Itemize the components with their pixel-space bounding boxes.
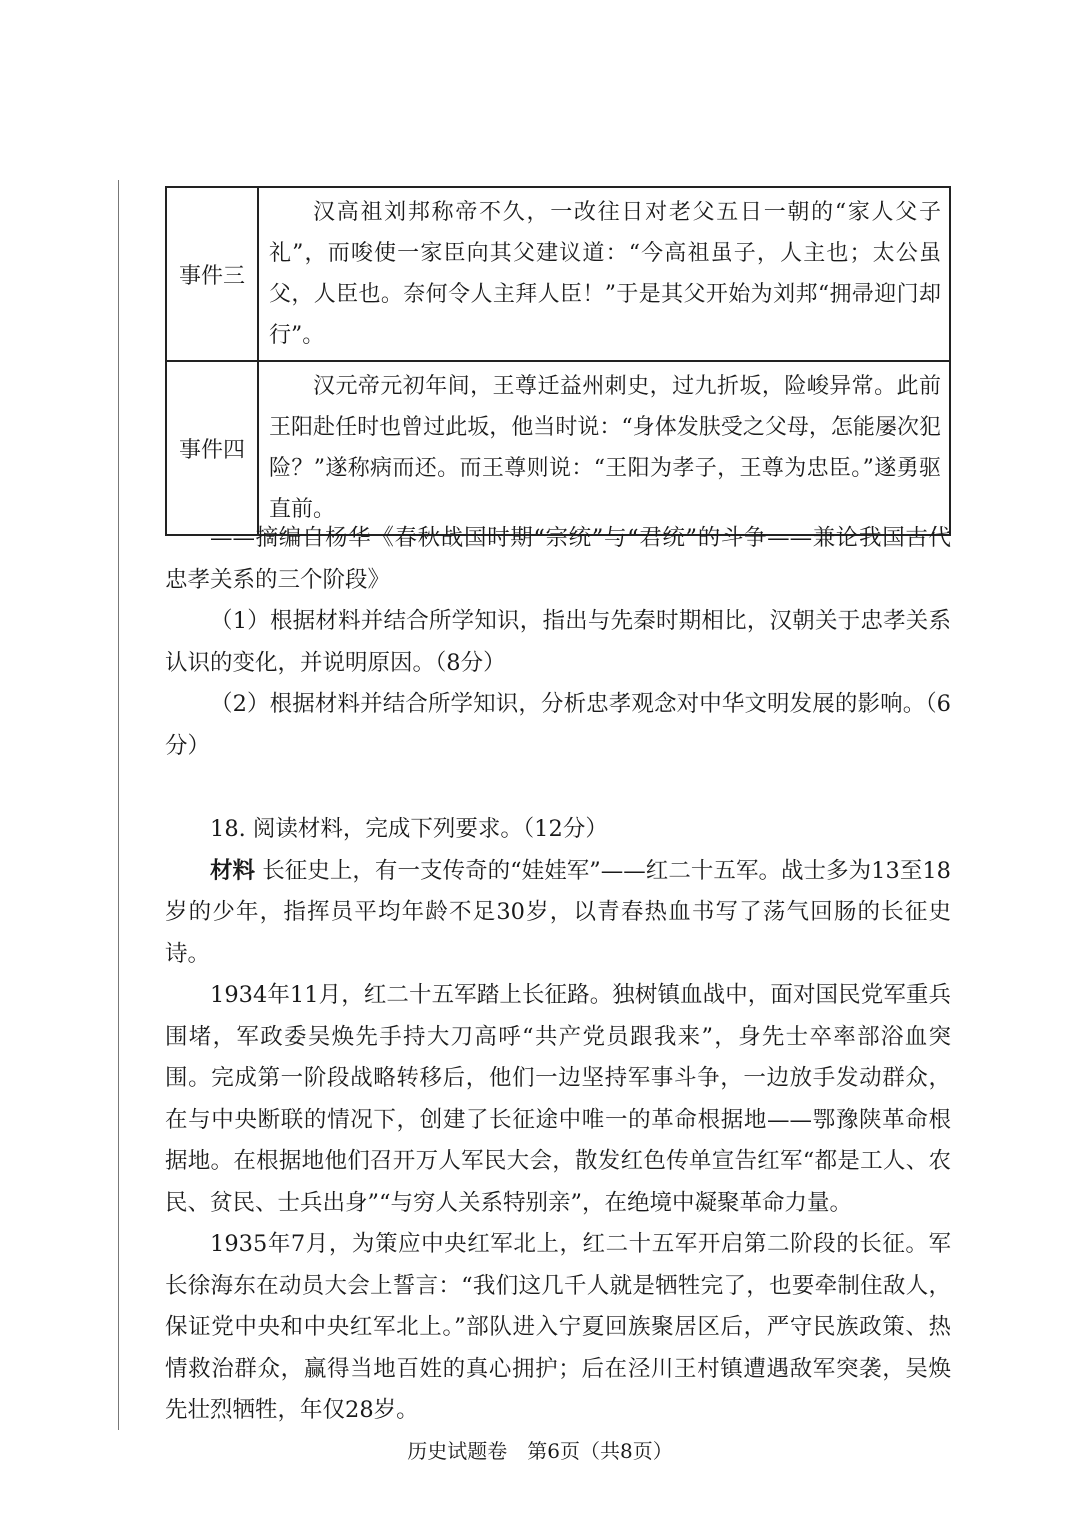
question-18-material-paragraph-3: 1935年7月，为策应中央红军北上，红二十五军开启第二阶段的长征。军长徐海东在动员大会上誓言：“我们这几千人就是牺牲完了，也要牵制住敌人，保证党中央和中央红军北上。”部队进入宁夏回族聚居区后，严守民族政策、热情救治群众，赢得当地百姓的真心拥护；后在泾川王村镇遭遇敌军突袭，吴焕先壮烈牺牲，年仅28岁。 <box>165 1231 951 1423</box>
event-three-text: 汉高祖刘邦称帝不久，一改往日对老父五日一朝的“家人父子礼”，而唆使一家臣向其父建议道：“今高祖虽子，人主也；太公虽父，人臣也。奈何令人主拜人臣！”于是其父开始为刘邦“拥帚迎门却行”。 <box>258 187 950 361</box>
table-row <box>166 187 950 361</box>
material-source: ——摘编自杨华《春秋战国时期“宗统”与“君统”的斗争——兼论我国古代忠孝关系的三个阶段》 <box>165 525 951 593</box>
spacer <box>165 767 951 809</box>
page-footer: 历史试题卷 第6页（共8页） <box>407 1439 673 1463</box>
event-three-label: 事件三 <box>166 187 258 361</box>
events-table <box>165 186 951 536</box>
question-18-heading: 18. 阅读材料，完成下列要求。（12分） <box>210 816 608 842</box>
table-row <box>166 361 950 535</box>
material-label: 材料 <box>210 857 256 884</box>
event-four-text: 汉元帝元初年间，王尊迁益州刺史，过九折坂，险峻异常。此前王阳赴任时也曾过此坂，他当时说：“身体发肤受之父母，怎能屡次犯险？”遂称病而还。而王尊则说：“王阳为孝子，王尊为忠臣。”遂勇驱直前。 <box>258 361 950 535</box>
material-text: 长征史上，有一支传奇的“娃娃军”——红二十五军。战士多为13至18岁的少年，指挥员平均年龄不足30岁，以青春热血书写了荡气回肠的长征史诗。 <box>165 857 951 967</box>
event-four-label: 事件四 <box>166 361 258 535</box>
question-18-material-paragraph-2: 1934年11月，红二十五军踏上长征路。独树镇血战中，面对国民党军重兵围堵，军政委吴焕先手持大刀高呼“共产党员跟我来”，身先士卒率部浴血突围。完成第一阶段战略转移后，他们一边坚持军事斗争，一边放手发动群众，在与中央断联的情况下，创建了长征途中唯一的革命根据地——鄂豫陕革命根据地。在根据地他们召开万人军民大会，散发红色传单宣告红军“都是工人、农民、贫民、士兵出身”“与穷人关系特别亲”，在绝境中凝聚革命力量。 <box>165 982 951 1216</box>
main-content <box>165 518 951 1432</box>
question-17-part-2: （2）根据材料并结合所学知识，分析忠孝观念对中华文明发展的影响。（6分） <box>165 691 951 759</box>
question-17-part-1: （1）根据材料并结合所学知识，指出与先秦时期相比，汉朝关于忠孝关系认识的变化，并说明原因。（8分） <box>165 608 951 676</box>
question-18-material-paragraph-1 <box>165 851 951 976</box>
binding-margin-line <box>118 180 119 1430</box>
